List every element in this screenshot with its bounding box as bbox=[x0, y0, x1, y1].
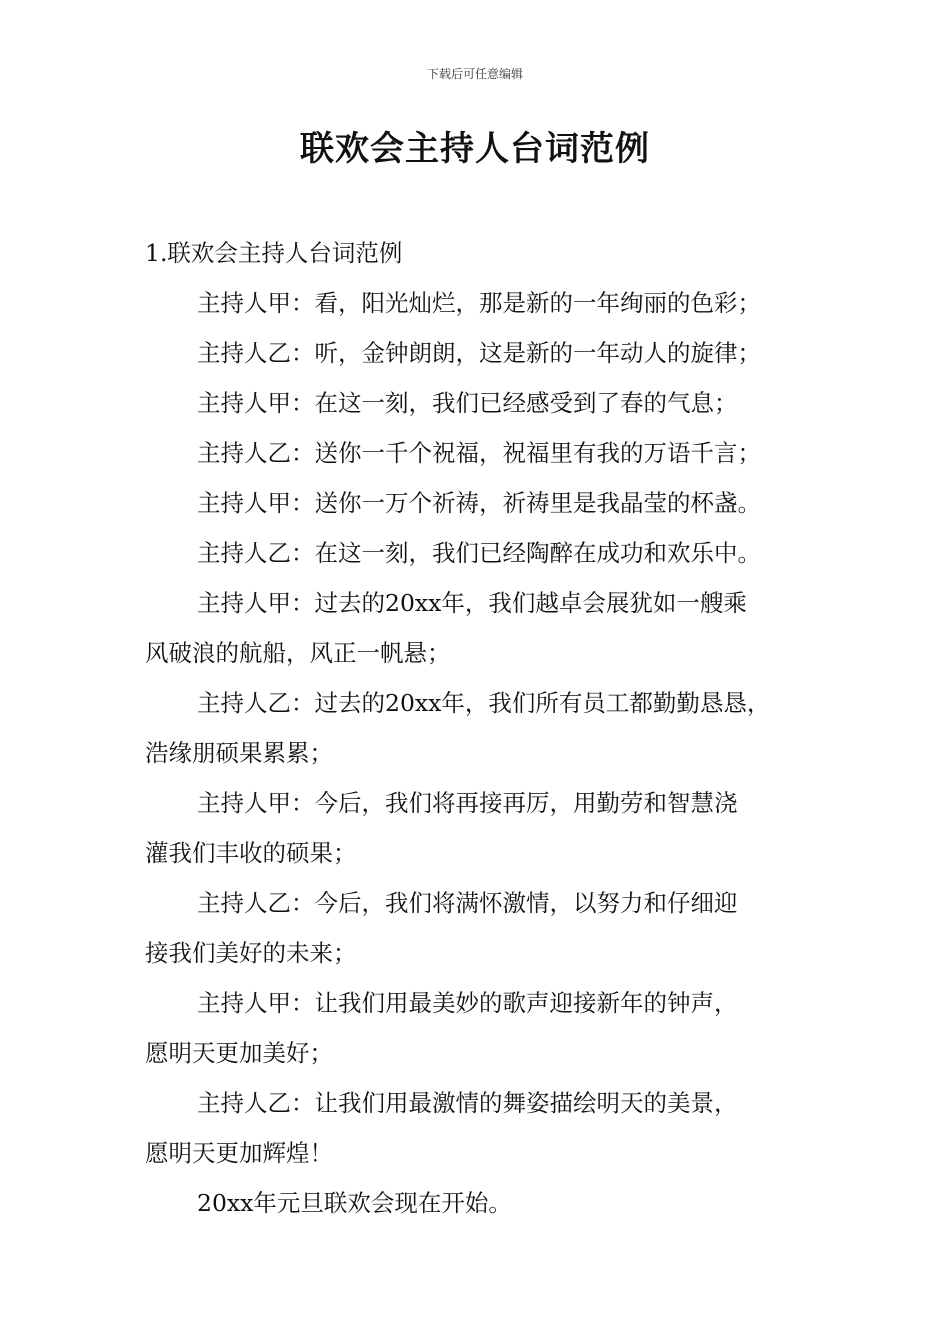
document-body bbox=[145, 228, 830, 1228]
dialogue-continuation: 接我们美好的未来； bbox=[145, 939, 357, 967]
document-title: 联欢会主持人台词范例 bbox=[300, 129, 650, 169]
dialogue-line: 主持人甲：让我们用最美妙的歌声迎接新年的钟声， bbox=[197, 989, 738, 1017]
dialogue-line: 主持人甲：过去的20xx年，我们越卓会展犹如一艘乘 bbox=[197, 589, 747, 617]
section-heading: 1.联欢会主持人台词范例 bbox=[145, 239, 403, 267]
dialogue-line: 主持人甲：看，阳光灿烂，那是新的一年绚丽的色彩； bbox=[197, 289, 761, 317]
dialogue-line: 主持人乙：让我们用最激情的舞姿描绘明天的美景， bbox=[197, 1089, 738, 1117]
dialogue-continuation: 愿明天更加美好； bbox=[145, 1039, 333, 1067]
dialogue-line: 主持人乙：听，金钟朗朗，这是新的一年动人的旋律； bbox=[197, 339, 761, 367]
header-note: 下载后可任意编辑 bbox=[426, 67, 523, 81]
dialogue-continuation: 风破浪的航船，风正一帆悬； bbox=[145, 639, 451, 667]
dialogue-line: 主持人乙：今后，我们将满怀激情，以努力和仔细迎 bbox=[197, 889, 738, 917]
dialogue-line: 主持人甲：今后，我们将再接再厉，用勤劳和智慧浇 bbox=[197, 789, 738, 817]
dialogue-continuation: 愿明天更加辉煌！ bbox=[145, 1139, 333, 1167]
closing-line: 20xx年元旦联欢会现在开始。 bbox=[197, 1189, 512, 1217]
dialogue-line: 主持人甲：在这一刻，我们已经感受到了春的气息； bbox=[197, 389, 738, 417]
dialogue-line: 主持人乙：送你一千个祝福，祝福里有我的万语千言； bbox=[197, 439, 761, 467]
dialogue-line: 主持人乙：过去的20xx年，我们所有员工都勤勤恳恳， bbox=[197, 689, 771, 717]
dialogue-continuation: 灌我们丰收的硕果； bbox=[145, 839, 357, 867]
dialogue-line: 主持人甲：送你一万个祈祷，祈祷里是我晶莹的杯盏。 bbox=[197, 489, 761, 517]
dialogue-continuation: 浩缘朋硕果累累； bbox=[145, 739, 333, 767]
dialogue-line: 主持人乙：在这一刻，我们已经陶醉在成功和欢乐中。 bbox=[197, 539, 761, 567]
